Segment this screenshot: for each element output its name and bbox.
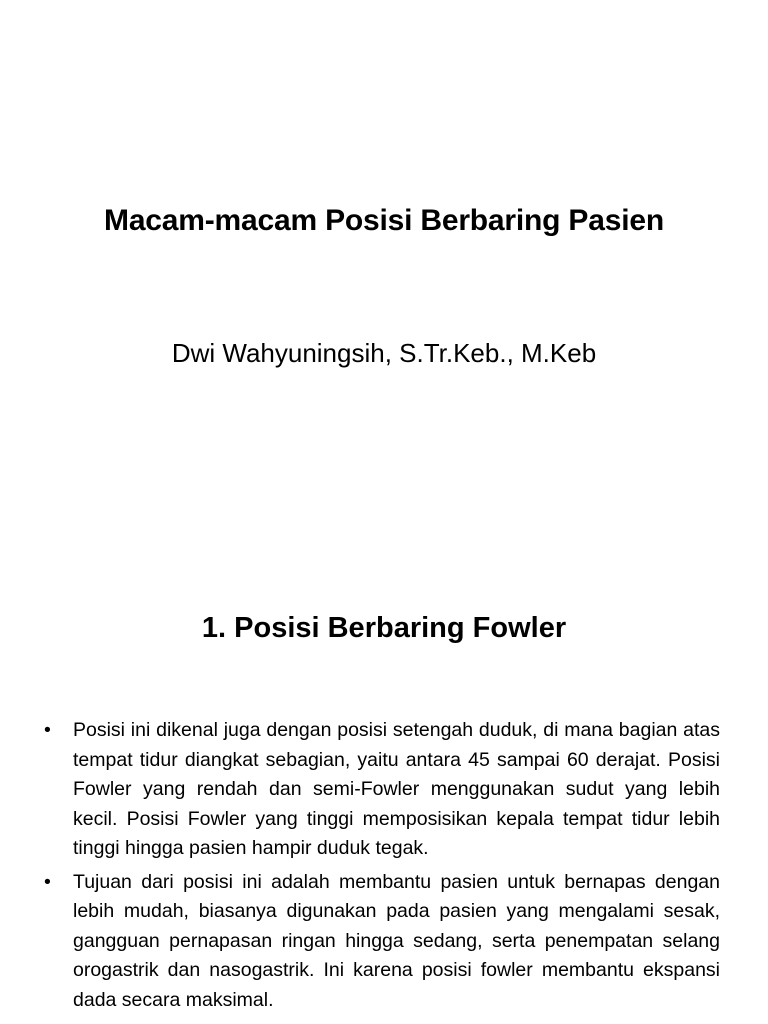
bullet-text: Tujuan dari posisi ini adalah membantu pasien untuk bernapas dengan lebih mudah, biasanya digunakan pada pasien yang mengalami sesak, gangguan pernapasan ringan hingga sedang, serta penempatan selang orogastrik dan nasogastrik. Ini karena posisi fowler membantu ekspansi dada secara maksimal.: [73, 870, 720, 1011]
bullet-item: [44, 868, 720, 1016]
section-heading: 1. Posisi Berbaring Fowler: [201, 612, 567, 644]
bullet-list: [44, 716, 720, 1019]
author-name: Dwi Wahyuningsih, S.Tr.Keb., M.Keb: [171, 338, 597, 368]
content-slide: [0, 576, 768, 1024]
bullet-item: [44, 716, 720, 864]
bullet-icon: •: [44, 719, 51, 741]
slide-title: Macam-macam Posisi Berbaring Pasien: [104, 204, 664, 237]
bullet-icon: •: [44, 870, 51, 893]
bullet-text: Posisi ini dikenal juga dengan posisi setengah duduk, di mana bagian atas tempat tidur diangkat sebagian, yaitu antara 45 sampai 60 derajat. Posisi Fowler yang rendah dan semi-Fowler menggunakan sudut yang lebih kecil. Posisi Fowler yang tinggi memposisikan kepala tempat tidur lebih tinggi hingga pasien hampir duduk tegak.: [73, 719, 720, 859]
